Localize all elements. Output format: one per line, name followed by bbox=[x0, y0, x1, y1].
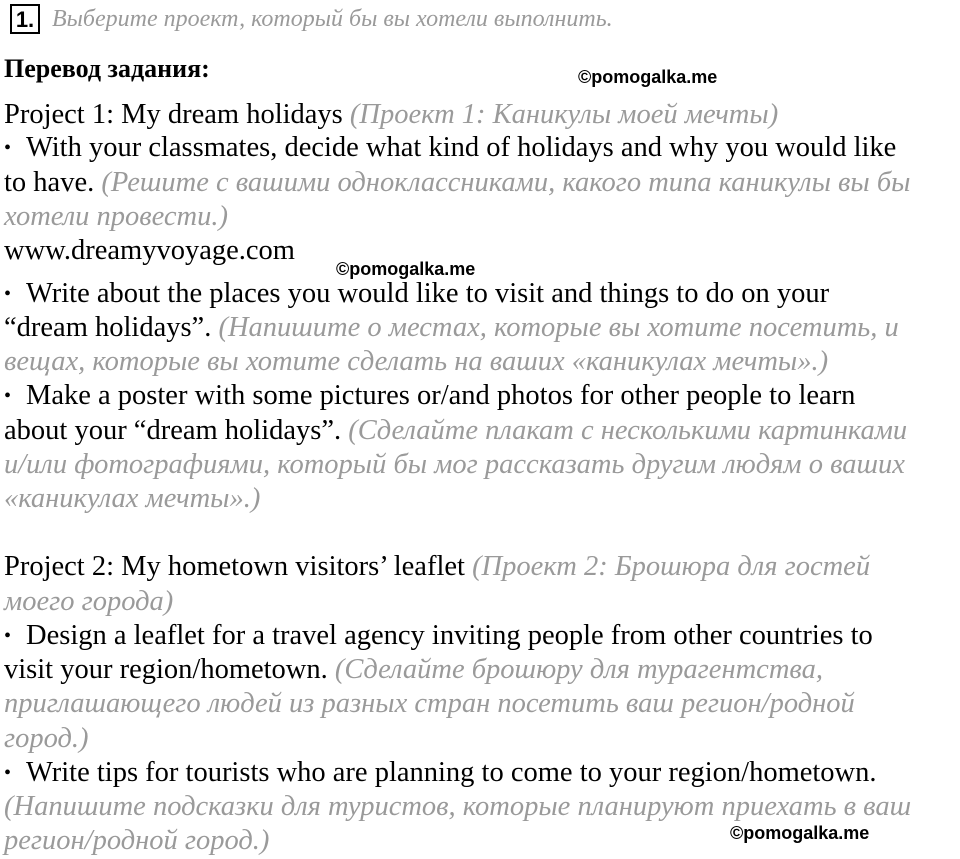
line-text-en: Project 1: My dream holidays bbox=[4, 99, 343, 130]
line-2 bbox=[4, 166, 910, 200]
line-3 bbox=[4, 200, 228, 234]
bullet-marker: • bbox=[4, 283, 12, 305]
line-12 bbox=[4, 550, 870, 584]
line-text-ru: (Напишите о местах, которые вы хотите посетить, и bbox=[218, 312, 899, 343]
line-text-ru: и/или фотографиями, который бы мог рассказать другим людям о ваших bbox=[4, 449, 905, 480]
line-text-ru: (Проект 1: Каникулы моей мечты) bbox=[349, 99, 779, 130]
line-10 bbox=[4, 448, 905, 482]
line-18 bbox=[4, 756, 877, 790]
line-text-en: Project 2: My hometown visitors’ leaflet bbox=[4, 551, 465, 582]
line-7 bbox=[4, 345, 828, 379]
line-13 bbox=[4, 585, 173, 619]
exercise-task: Выберите проект, который бы вы хотели выполнить. bbox=[52, 6, 613, 32]
line-text-ru: «каникулах мечты».) bbox=[4, 483, 261, 514]
line-text-ru: (Проект 2: Брошюра для гостей bbox=[472, 551, 871, 582]
line-text-en: Write about the places you would like to visit and things to do on your bbox=[26, 278, 830, 309]
line-14 bbox=[4, 619, 873, 653]
translation-heading: Перевод задания: bbox=[4, 54, 210, 83]
line-text-ru: хотели провести.) bbox=[4, 201, 229, 232]
line-text-ru: (Сделайте плакат с несколькими картинками bbox=[348, 415, 908, 446]
line-text-ru: приглашающего людей из разных стран посетить ваш регион/родной bbox=[4, 688, 855, 719]
line-text-en: about your “dream holidays”. bbox=[4, 415, 342, 446]
line-17 bbox=[4, 722, 89, 756]
line-8 bbox=[4, 379, 855, 413]
line-0 bbox=[4, 98, 778, 132]
line-text-en: Design a leaflet for a travel agency inviting people from other countries to bbox=[26, 620, 873, 651]
line-19 bbox=[4, 790, 911, 824]
line-text-en: “dream holidays”. bbox=[4, 312, 212, 343]
line-text-en: to have. bbox=[4, 167, 95, 198]
line-text-ru: вещах, которые вы хотите сделать на ваших «каникулах мечты».) bbox=[4, 346, 829, 377]
line-9 bbox=[4, 414, 907, 448]
line-16 bbox=[4, 687, 855, 721]
bullet-marker: • bbox=[4, 385, 12, 407]
line-text-ru: (Решите с вашими одноклассниками, какого типа каникулы вы бы bbox=[101, 167, 911, 198]
line-text-ru: (Сделайте брошюру для турагентства, bbox=[334, 654, 823, 685]
line-4 bbox=[4, 234, 295, 268]
watermark: ©pomogalka.me bbox=[730, 823, 870, 843]
line-15 bbox=[4, 653, 823, 687]
line-5 bbox=[4, 277, 829, 311]
line-text-ru: регион/родной город.) bbox=[4, 825, 270, 856]
line-text-en: With your classmates, decide what kind of holidays and why you would like bbox=[26, 132, 897, 163]
line-1 bbox=[4, 131, 896, 165]
line-text-en: www.dreamyvoyage.com bbox=[4, 235, 295, 266]
exercise-number-box: 1. bbox=[10, 4, 40, 34]
watermark: ©pomogalka.me bbox=[578, 67, 718, 87]
bullet-marker: • bbox=[4, 762, 12, 784]
bullet-marker: • bbox=[4, 137, 12, 159]
line-text-ru: (Напишите подсказки для туристов, которые планируют приехать в ваш bbox=[4, 791, 912, 822]
line-6 bbox=[4, 311, 899, 345]
line-11 bbox=[4, 482, 260, 516]
line-20 bbox=[4, 824, 269, 858]
line-text-ru: город.) bbox=[4, 723, 89, 754]
line-text-en: visit your region/hometown. bbox=[4, 654, 328, 685]
line-text-en: Write tips for tourists who are planning to come to your region/hometown. bbox=[26, 757, 877, 788]
watermark: ©pomogalka.me bbox=[336, 259, 476, 279]
line-text-en: Make a poster with some pictures or/and photos for other people to learn bbox=[26, 380, 856, 411]
line-text-ru: моего города) bbox=[4, 586, 174, 617]
bullet-marker: • bbox=[4, 625, 12, 647]
